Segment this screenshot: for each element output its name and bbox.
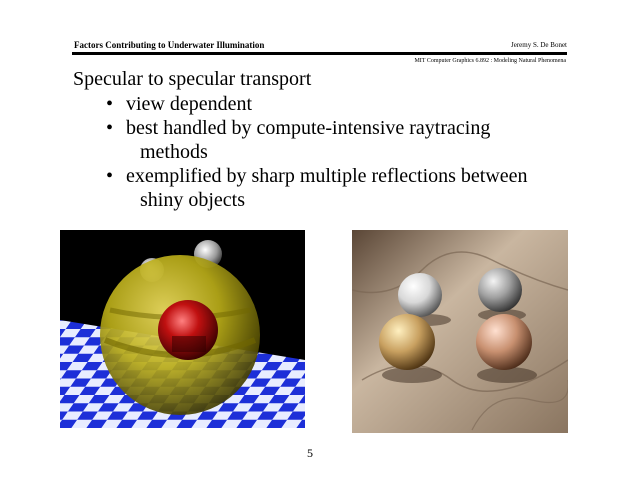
header-author: Jeremy S. De Bonet: [511, 41, 567, 49]
slide-heading: Specular to specular transport: [73, 68, 312, 90]
raytrace-image-spheres-checkerboard: [60, 230, 305, 428]
bullet-text-continued: methods: [140, 141, 208, 163]
bullet-text: view dependent: [126, 93, 253, 115]
bullet-icon: •: [106, 93, 114, 115]
bullet-text: best handled by compute-intensive raytracing: [126, 117, 491, 139]
bullet-item: [106, 116, 576, 164]
bullet-list: [106, 92, 576, 212]
bullet-item: [106, 92, 576, 116]
header-course: MIT Computer Graphics 6.892 : Modeling Natural Phenomena: [414, 58, 566, 64]
bullet-icon: •: [106, 165, 114, 187]
bullet-item: [106, 164, 576, 212]
header-rule: [72, 52, 567, 55]
header-title: Factors Contributing to Underwater Illumination: [74, 40, 265, 50]
raytrace-image-metal-spheres: [352, 230, 568, 433]
bullet-text-continued: shiny objects: [140, 189, 245, 211]
bullet-text: exemplified by sharp multiple reflections between: [126, 165, 528, 187]
bullet-icon: •: [106, 117, 114, 139]
page-number: 5: [307, 446, 313, 460]
